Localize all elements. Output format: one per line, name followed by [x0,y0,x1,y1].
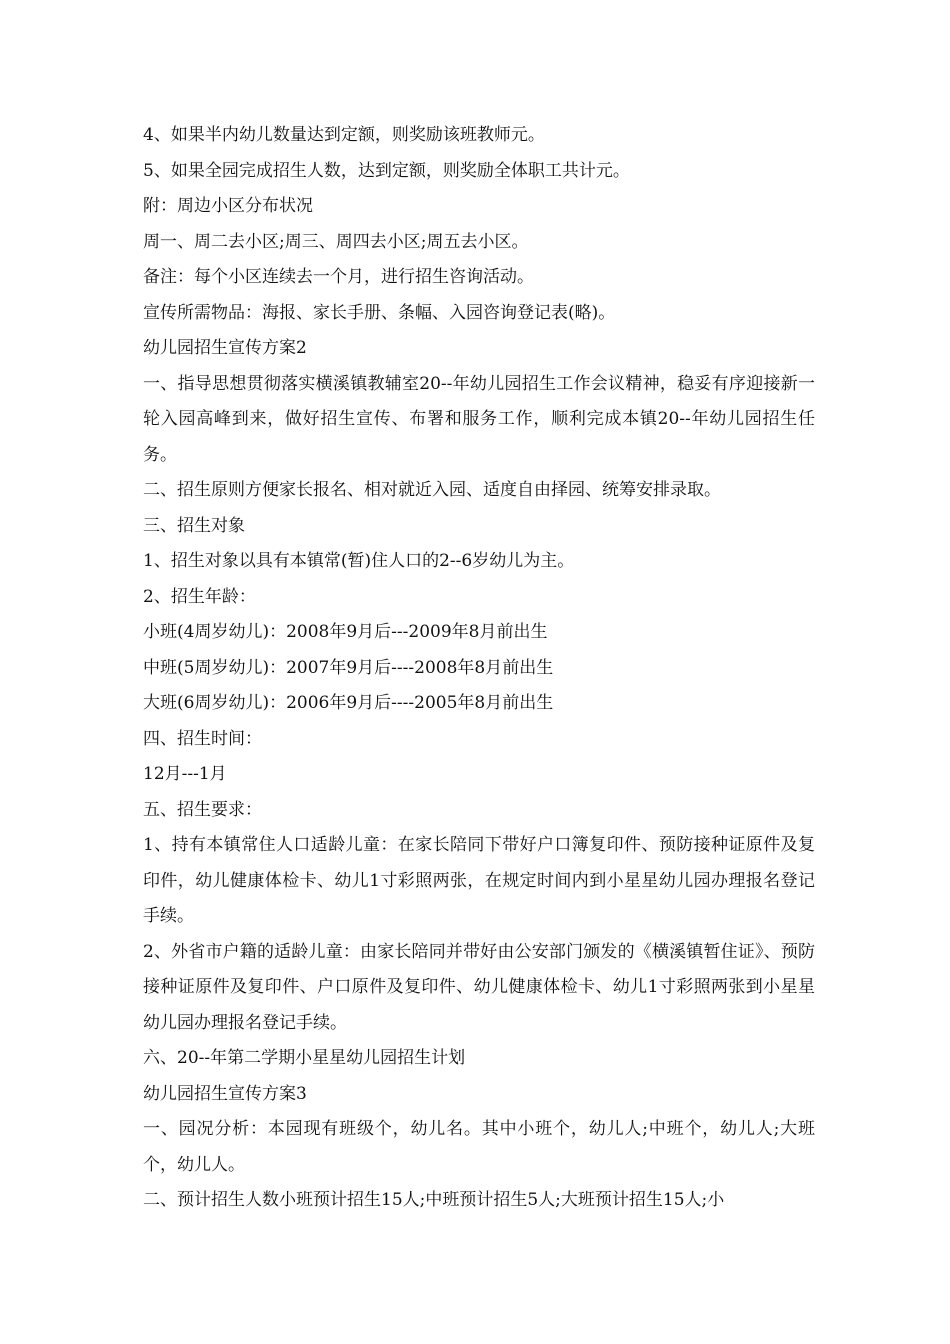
section-heading: 幼儿园招生宣传方案2 [143,338,307,358]
paragraph-line: 六、20--年第二学期小星星幼儿园招生计划 [143,1048,466,1068]
document-body [143,118,815,1219]
paragraph-line: 附：周边小区分布状况 [143,196,313,216]
paragraph-line: 大班(6周岁幼儿)：2006年9月后----2005年8月前出生 [143,693,554,713]
paragraph-estimate: 二、预计招生人数小班预计招生15人;中班预计招生5人;大班预计招生15人;小 [143,1190,725,1210]
paragraph-line: 4、如果半内幼儿数量达到定额，则奖励该班教师元。 [143,125,545,145]
paragraph-line: 五、招生要求： [143,799,262,820]
paragraph-nonlocal-children: 2、外省市户籍的适龄儿童：由家长陪同并带好由公安部门颁发的《横溪镇暂住证》、预防接种证原件及复印件、户口原件及复印件、幼儿健康体检卡、幼儿1寸彩照两张到小星星幼儿园办理报名登记手续。 [143,941,815,1033]
paragraph-line: 2、招生年龄： [143,586,256,607]
paragraph-line: 周一、周二去小区;周三、周四去小区;周五去小区。 [143,231,529,252]
paragraph-analysis: 一、园况分析：本园现有班级个，幼儿名。其中小班个，幼儿人;中班个，幼儿人;大班个，幼儿人。 [143,1119,815,1175]
paragraph-line: 四、招生时间： [143,728,262,749]
paragraph-guiding-principle: 一、指导思想贯彻落实横溪镇教辅室20--年幼儿园招生工作会议精神，稳妥有序迎接新一轮入园高峰到来，做好招生宣传、布署和服务工作，顺利完成本镇20--年幼儿园招生任务。 [143,373,815,465]
paragraph-local-children: 1、持有本镇常住人口适龄儿童：在家长陪同下带好户口簿复印件、预防接种证原件及复印件，幼儿健康体检卡、幼儿1寸彩照两张，在规定时间内到小星星幼儿园办理报名登记手续。 [143,835,815,926]
section-heading: 幼儿园招生宣传方案3 [143,1083,307,1104]
paragraph-line: 宣传所需物品：海报、家长手册、条幅、入园咨询登记表(略)。 [143,302,616,323]
paragraph-line: 二、招生原则方便家长报名、相对就近入园、适度自由择园、统筹安排录取。 [143,480,721,500]
paragraph-line: 12月---1月 [143,764,227,784]
paragraph-line: 备注：每个小区连续去一个月，进行招生咨询活动。 [143,267,534,287]
paragraph-line: 小班(4周岁幼儿)：2008年9月后---2009年8月前出生 [143,622,548,642]
paragraph-line: 5、如果全园完成招生人数，达到定额，则奖励全体职工共计元。 [143,160,630,181]
paragraph-line: 1、招生对象以具有本镇常(暂)住人口的2--6岁幼儿为主。 [143,551,575,571]
paragraph-line: 三、招生对象 [143,515,245,536]
paragraph-line: 中班(5周岁幼儿)：2007年9月后----2008年8月前出生 [143,657,554,678]
